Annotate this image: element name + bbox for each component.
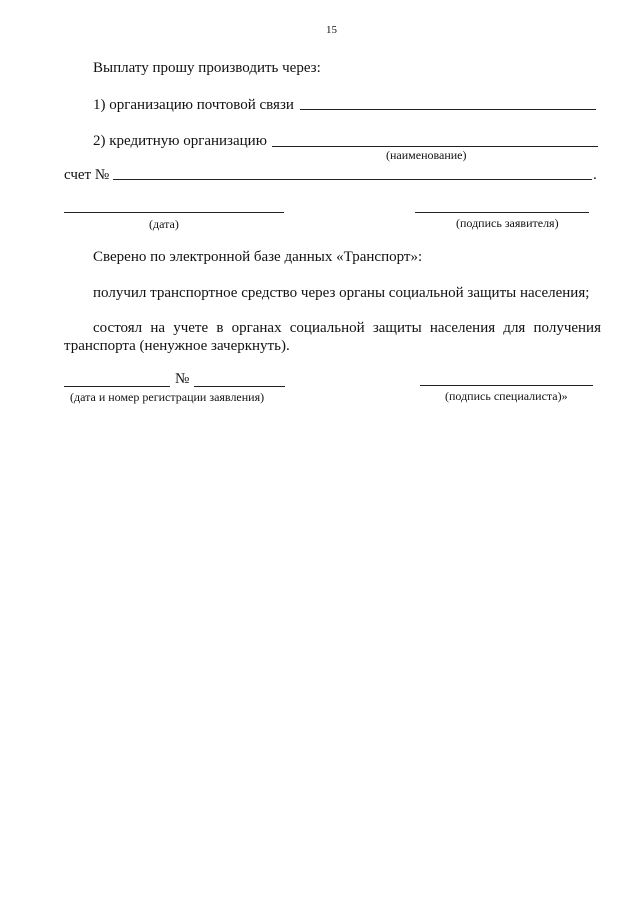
account-label: счет № xyxy=(64,167,110,183)
account-line xyxy=(113,179,592,180)
specialist-signature-line xyxy=(420,385,593,386)
verification-item-registered: состоял на учете в органах социальной защиты населения для получения xyxy=(93,320,601,336)
applicant-date-line xyxy=(64,212,284,213)
postal-org-line xyxy=(300,109,596,110)
registration-number-line xyxy=(194,386,285,387)
verification-heading: Сверено по электронной базе данных «Транспорт»: xyxy=(93,249,423,265)
applicant-date-caption: (дата) xyxy=(149,217,179,231)
option-postal-label: 1) организацию почтовой связи xyxy=(93,97,294,113)
verification-item-received: получил транспортное средство через органы социальной защиты населения; xyxy=(93,285,590,301)
applicant-signature-line xyxy=(415,212,589,213)
registration-date-line xyxy=(64,386,170,387)
payment-heading: Выплату прошу производить через: xyxy=(93,60,321,76)
registration-caption: (дата и номер регистрации заявления) xyxy=(70,390,265,404)
specialist-signature-caption: (подпись специалиста)» xyxy=(445,389,568,403)
verification-item-registered-cont: транспорта (ненужное зачеркнуть). xyxy=(64,338,290,354)
credit-org-line xyxy=(272,146,598,147)
page-number: 15 xyxy=(326,24,337,36)
account-end-dot: . xyxy=(593,167,597,183)
option-credit-label: 2) кредитную организацию xyxy=(93,133,267,149)
credit-org-caption: (наименование) xyxy=(386,148,467,162)
registration-number-sign: № xyxy=(175,371,190,387)
applicant-signature-caption: (подпись заявителя) xyxy=(456,216,559,230)
